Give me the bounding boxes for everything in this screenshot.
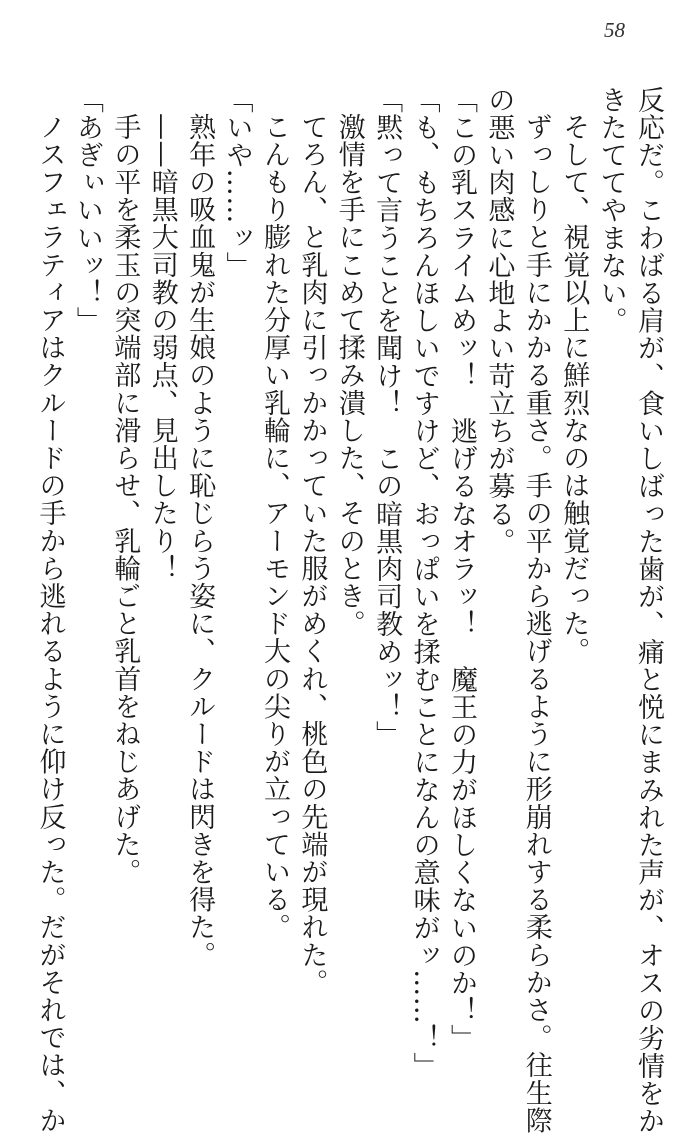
text-line: こんもり膨れた分厚い乳輪に、アーモンド大の尖りが立っている。 <box>258 113 290 941</box>
text-line: そして、視覚以上に鮮烈なのは触覚だった。 <box>558 113 590 665</box>
text-line: きたててやまない。 <box>595 86 627 335</box>
text-line: 手の平を柔玉の突端部に滑らせ、乳輪ごと乳首をねじあげた。 <box>109 113 141 886</box>
text-line: 反応だ。こわばる肩が、食いしばった歯が、痛と悦にまみれた声が、オスの劣情をか <box>633 86 664 1135</box>
novel-text <box>31 86 667 1135</box>
dialogue-line: 「黙って言うことを聞け！ この暗黒肉司教めッ！」 <box>371 86 403 749</box>
dialogue-line: 「いや……ッ」 <box>221 86 253 280</box>
text-line: てろん、と乳肉に引っかかっていた服がめくれ、桃色の先端が現れた。 <box>296 113 328 997</box>
text-line: 激情を手にこめて揉み潰した、そのとき。 <box>333 113 365 638</box>
dialogue-line: 「も、もちろんほしいですけど、おっぱいを揉むことになんの意味がッ……！」 <box>408 86 440 1080</box>
text-line: ノスフェラティアはクルードの手から逃れるように仰け反った。だがそれでは、か <box>34 113 66 1135</box>
text-line: の悪い肉感に心地よい苛立ちが募る。 <box>483 86 515 556</box>
page-number: 58 <box>604 18 625 42</box>
dialogue-line: 「あぎぃいいッ！」 <box>71 86 103 335</box>
text-line: ——暗黒大司教の弱点、見出したり！ <box>146 113 178 583</box>
text-line: ずっしりと手にかかる重さ。手の平から逃げるように形崩れする柔らかさ。往生際 <box>520 113 552 1135</box>
dialogue-line: 「この乳スライムめッ！ 逃げるなオラッ！ 魔王の力がほしくないのか！」 <box>445 86 477 1052</box>
text-line: 熟年の吸血鬼が生娘のように恥じらう姿に、クルードは閃きを得た。 <box>184 113 216 969</box>
